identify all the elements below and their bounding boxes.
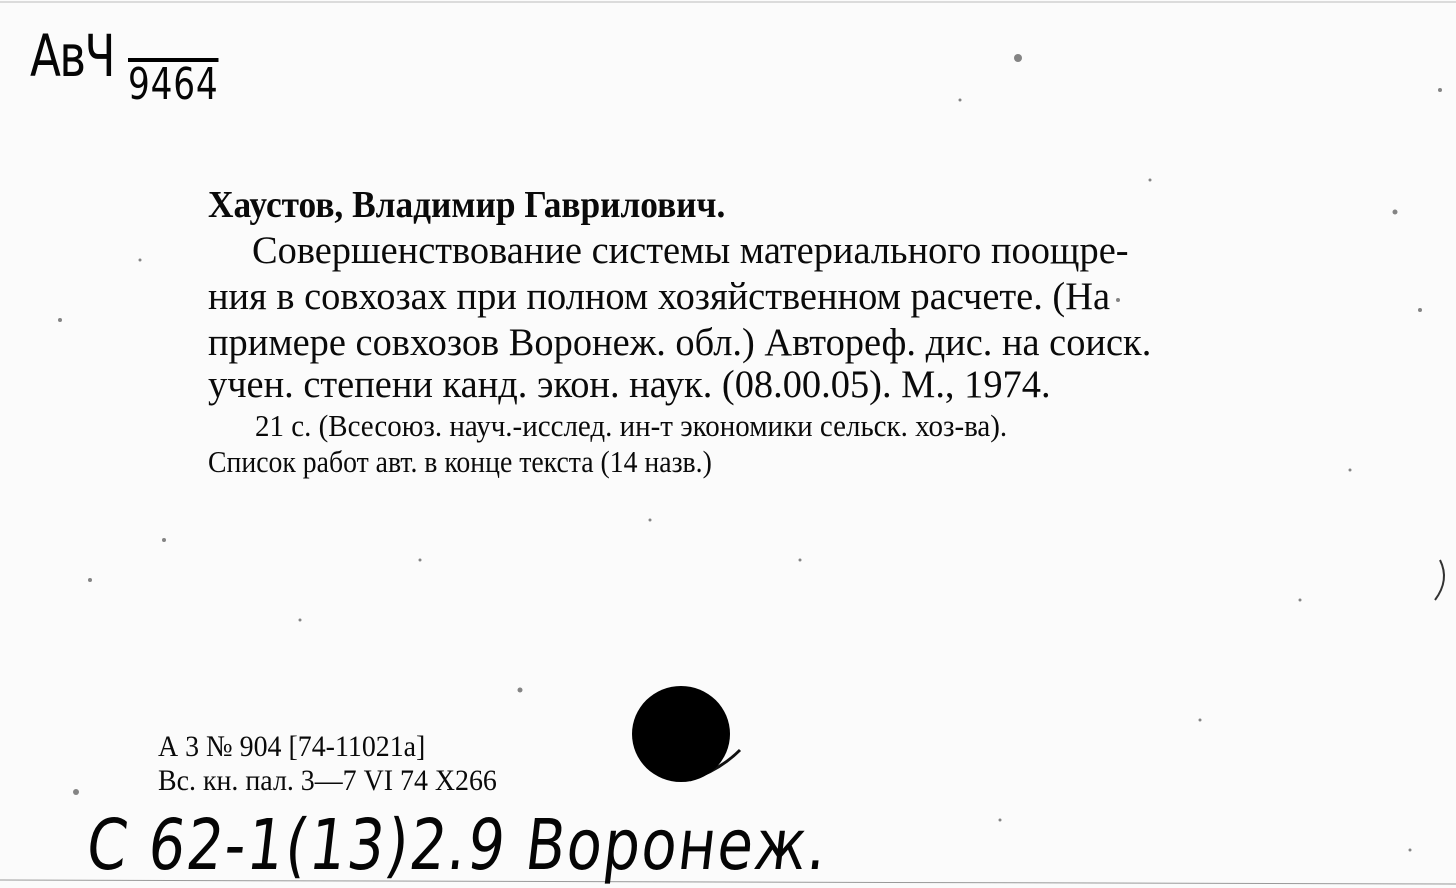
description-line: примере совхозов Воронеж. обл.) Автореф. дис. на соиск. bbox=[208, 321, 1152, 364]
notes-line: Список работ авт. в конце текста (14 назв.) bbox=[208, 444, 712, 479]
classification-number: С 62-1(13)2.9 Воронеж. bbox=[82, 804, 833, 886]
footer-line: А 3 № 904 [74-11021а] bbox=[158, 730, 426, 763]
punch-hole bbox=[632, 686, 730, 782]
footer-line: Вс. кн. пал. 3—7 VI 74 Х266 bbox=[158, 764, 497, 797]
notes-line: 21 с. (Всесоюз. науч.-исслед. ин-т экономики сельск. хоз-ва). bbox=[255, 408, 1008, 443]
call-number: АвЧ bbox=[30, 22, 114, 90]
author-heading: Хаустов, Владимир Гаврилович. bbox=[208, 184, 726, 226]
call-number-sub: 9464 bbox=[128, 59, 219, 110]
description-line: Совершенствование системы материального поощре- bbox=[252, 229, 1129, 272]
description-line: учен. степени канд. экон. наук. (08.00.05). М., 1974. bbox=[208, 363, 1051, 406]
description-line: ния в совхозах при полном хозяйственном расчете. (На bbox=[208, 275, 1111, 318]
